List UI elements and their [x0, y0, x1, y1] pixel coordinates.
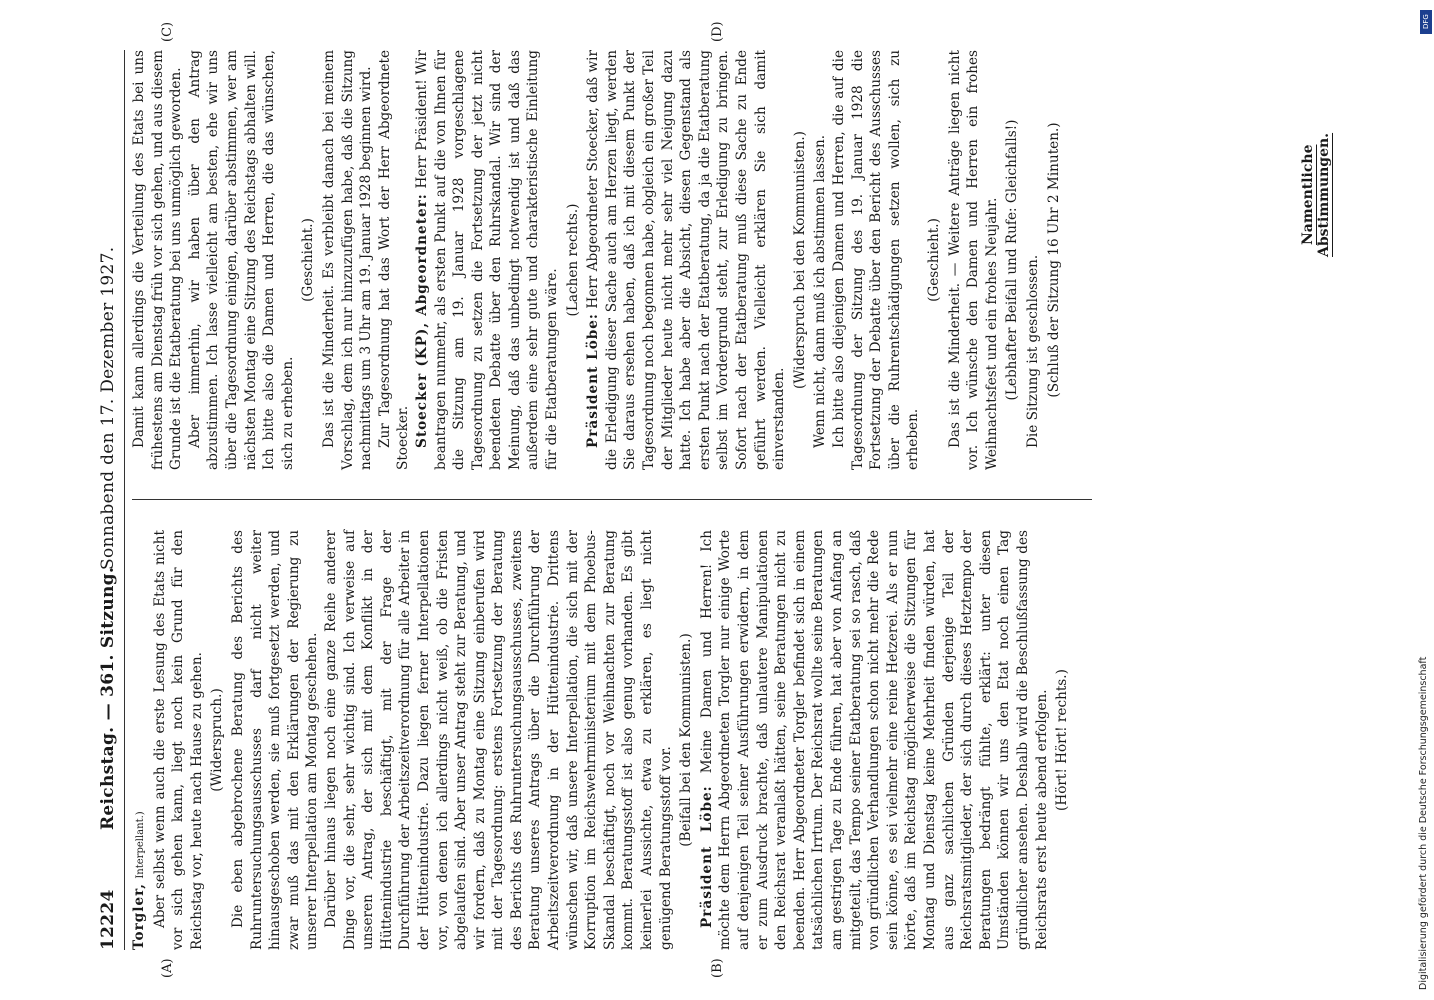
paragraph: Aber selbst wenn auch die erste Lesung des Etats nicht vor sich gehen kann, liegt noch kein Grund für den Reichstag vor, heute nach Hause zu gehen.: [151, 530, 205, 950]
interjection: (Hört! Hört! rechts.): [1054, 669, 1071, 811]
margin-marker-d: (D): [710, 21, 725, 42]
paragraph: Das ist die Minderheit. Es verbleibt danach bei meinem Vorschlag, dem ich nur hinzuzufügen habe, daß die Sitzung nachmittags um 3 Uhr am 19. Januar 1928 beginnen wird.: [320, 50, 375, 470]
section-heading: Namentliche Abstimmungen.: [1300, 132, 1332, 258]
interjection: (Lebhafter Beifall und Rufe: Gleichfalls!): [1004, 119, 1021, 401]
paragraph: Aber immerhin, wir haben über den Antrag abzustimmen. Ich lasse vielleicht am besten, ehe wir uns über die Tagesordnung einigen, darüber abstimmen, wer am nächsten Montag eine Sitzung des Reichstags abhalten will. Ich bitte also die Damen und Herren, die das wünschen, sich zu erheben.: [186, 50, 296, 470]
interjection: (Widerspruch.): [209, 688, 226, 792]
speaker-name: Torgler,: [131, 882, 147, 950]
interjection: (Geschieht.): [925, 218, 942, 302]
paragraph: Die eben abgebrochene Beratung des Berichts des Ruhruntersuchungsausschusses darf nicht weiter hinausgeschoben werden, sie muß fortgesetzt werden, und zwar muß das mit den Erklärungen der Regierung zu unserer Interpellation am Montag geschehen.: [229, 530, 321, 950]
speaker-name: Präsident Löbe:: [585, 313, 602, 448]
page-number: 12224: [98, 889, 118, 950]
paragraph: Herr Abgeordneter Stoecker, daß wir die Erledigung dieser Sache auch am Herzen liegt, werden Sie daraus ersehen haben, daß ich mit diesem Punkt der Tagesordnung noch begonnen habe, obgleich ein großer Teil der Mitglieder heute nicht mehr sehr viel Neigung dazu hatte. Ich habe aber die Absicht, diesen Gegenstand als ersten Punkt nach der Etatberatung, da ja die Etatberatung selbst im Vordergrund steht, zur Erledigung zu bringen. Sofort nach der Etatberatung muß diese Sache zu Ende geführt werden. Vielleicht erklären Sie sich damit einverstanden.: [585, 50, 788, 470]
paragraph: Damit kann allerdings die Verteilung des Etats bei uns frühestens am Dienstag früh vor sich gehen, und aus diesem Grunde ist die Etatberatung bei uns unmöglich geworden.: [131, 50, 185, 470]
paragraph: Darüber hinaus liegen noch eine ganze Reihe anderer Dinge vor, die sehr, sehr wichtig sind. Ich verweise auf unseren Antrag, der sich mit dem Konflikt in der Hüttenindustrie beschäftigt, mit der Frage der Durchführung der Arbeitszeitverordnung für alle Arbeiter in der Hüttenindustrie. Dazu liegen ferner Interpellationen vor, von denen ich allerdings nicht weiß, ob die Fristen abgelaufen sind. Aber unser Antrag steht zur Beratung, und wir fordern, daß zu Montag eine Sitzung einberufen wird mit der Tagesordnung: erstens Fortsetzung der Beratung des Berichts des Ruhruntersuchungsausschusses, zweitens Beratung unseres Antrags über die Durchführung der Arbeitszeitverordnung in der Hüttenindustrie. Drittens wünschen wir, daß unsere Interpellation, die sich mit der Korruption im Reichswehrministerium mit dem Phoebus-Skandal beschäftigt, noch vor Weihnachten zur Beratung kommt. Beratungsstoff ist also genug vorhanden. Es gibt keinerlei Aussichte, etwa zu erklären, es liegt nicht genügend Beratungsstoff vor.: [322, 530, 674, 950]
speaker-line: [130, 530, 151, 950]
margin-marker-b: (B): [710, 958, 725, 978]
paragraph: Herr Präsident! Wir beantragen nunmehr, als ersten Punkt auf die von Ihnen für die Sitzung am 19. Januar 1928 vorgeschlagene Tagesordnung zu setzen die Fortsetzung der jetzt nicht beendeten Debatte über den Ruhrskandal. Wir sind der Meinung, daß das unbedingt notwendig ist und daß das außerdem eine sehr gute und charakteristische Einleitung für die Etatberatungen wäre.: [413, 50, 561, 470]
margin-marker-a: (A): [160, 958, 175, 978]
interjection: (Lachen rechts.): [564, 203, 581, 317]
dfg-logo: DFG: [1420, 10, 1432, 34]
paragraph: Wenn nicht, dann muß ich abstimmen lassen.: [812, 134, 829, 448]
interjection: (Beifall bei den Kommunisten.): [678, 633, 695, 847]
closing-note: (Schluß der Sitzung 16 Uhr 2 Minuten.): [1045, 122, 1062, 398]
header-rule: [124, 50, 125, 950]
paragraph: Zur Tagesordnung hat das Wort der Herr Abgeordnete Stoecker.: [376, 50, 412, 470]
right-column: [130, 50, 1065, 470]
page-title: Reichstag. — 361. Sitzung.: [98, 566, 118, 830]
column-divider: [132, 499, 1092, 500]
paragraph: Die Sitzung ist geschlossen.: [1024, 254, 1041, 448]
paragraph: Das ist die Minderheit. — Weitere Anträge liegen nicht vor. Ich wünsche den Damen und Herren ein frohes Weihnachtsfest und ein frohes Neujahr.: [946, 50, 1000, 470]
left-column: [130, 530, 1074, 950]
session-date: Sonnabend den 17. Dezember 1927.: [98, 246, 118, 570]
document-page: [90, 21, 1090, 978]
margin-marker-c: (C): [160, 21, 175, 42]
interjection: (Geschieht.): [300, 218, 317, 302]
paragraph: Meine Damen und Herren! Ich möchte dem Herrn Abgeordneten Torgler nur einige Worte auf denjenigen Teil seiner Ausführungen erwidern, in dem er zum Ausdruck brachte, daß unlautere Manipulationen den Reichsrat veranlaßt hätten, seine Beratungen nicht zu beenden. Herr Abgeordneter Torgler befindet sich in einem tatsächlichen Irrtum. Der Reichsrat wollte seine Beratungen am gestrigen Tage zu Ende führen, hat aber von Anfang an mitgeteilt, das Tempo seiner Etatberatung sei so rasch, daß von gründlichen Verhandlungen schon nicht mehr die Rede sein könne, es sei vielmehr eine reine Hetzerei. Als er nun hörte, daß im Reichstag möglicherweise die Sitzungen für Montag und Dienstag keine Mehrheit finden würden, hat aus ganz sachlichen Gründen derjenige Teil der Reichsratsmitglieder, der sich durch dieses Hetztempo der Beratungen bedrängt fühlte, erklärt: unter diesen Umständen können wir uns den Etat noch einen Tag gründlicher ansehen. Deshalb wird die Beschlußfassung des Reichsrats erst heute abend erfolgen.: [698, 530, 1050, 950]
paragraph: Ich bitte also diejenigen Damen und Herren, die auf die Tagesordnung der Sitzung des 19. Januar 1928 die Fortsetzung der Debatte über den Bericht des Ausschusses über die Ruhrentschädigungen setzen wollen, sich zu erheben.: [830, 50, 922, 470]
digitization-note: Digitalisierung gefördert durch die Deutsche Forschungsgemeinschaft: [1418, 656, 1429, 990]
interjection: (Widerspruch bei den Kommunisten.): [791, 131, 808, 389]
speaker-role: Interpellant.): [135, 811, 146, 879]
speaker-name: Stoecker (KP), Abgeordneter:: [413, 193, 430, 448]
speaker-name: Präsident Löbe:: [698, 785, 715, 928]
